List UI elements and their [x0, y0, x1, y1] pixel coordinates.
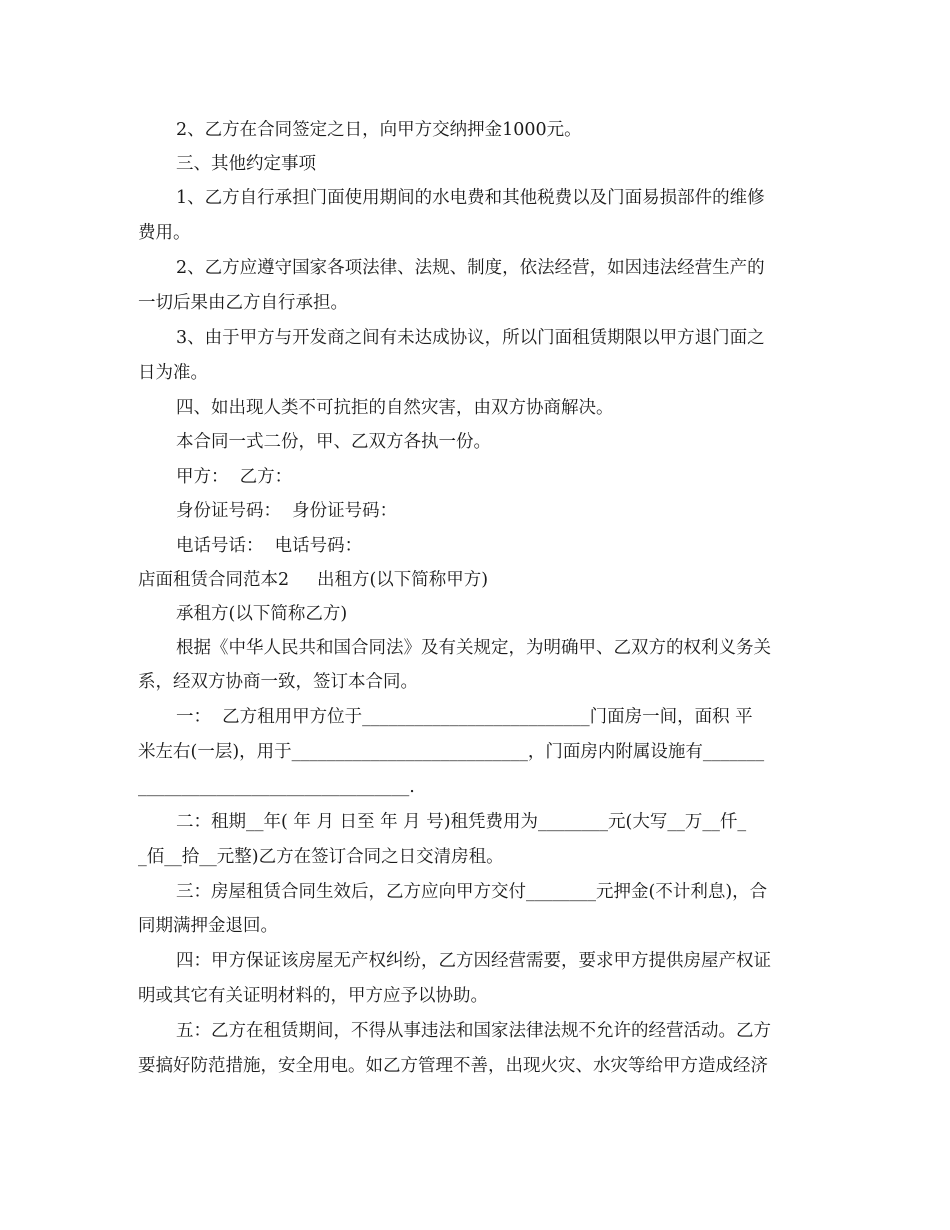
- text-line: 系，经双方协商一致，签订本合同。: [138, 672, 418, 692]
- clause-line: _______________________________.: [138, 777, 415, 797]
- contract-title-line: 店面租赁合同范本2 出租方(以下简称甲方): [138, 570, 489, 590]
- text-line: 2、乙方应遵守国家各项法律、法规、制度，依法经营，如因违法经营生产的: [176, 258, 765, 278]
- text-line: 根据《中华人民共和国合同法》及有关规定，为明确甲、乙双方的权利义务关: [176, 638, 771, 658]
- clause-line: 二：租期__年( 年 月 日至 年 月 号)租凭费用为________元(大写__万__仟_: [176, 812, 747, 832]
- clause-line: 四：甲方保证该房屋无产权纠纷，乙方因经营需要，要求甲方提供房屋产权证: [176, 951, 771, 971]
- signature-line: 甲方： 乙方：: [176, 467, 293, 487]
- clause-line: 同期满押金退回。: [138, 916, 278, 936]
- clause-line: 米左右(一层)，用于___________________________，门面房内附属设施有_______: [138, 742, 765, 762]
- text-line: 承租方(以下简称乙方): [176, 604, 348, 624]
- section-heading: 三、其他约定事项: [176, 154, 316, 174]
- text-line: 日为准。: [138, 363, 208, 383]
- text-line: 费用。: [138, 223, 191, 243]
- clause-line: 明或其它有关证明材料的，甲方应予以协助。: [138, 986, 488, 1006]
- text-line: 1、乙方自行承担门面使用期间的水电费和其他税费以及门面易损部件的维修: [176, 188, 765, 208]
- text-line: 2、乙方在合同签定之日，向甲方交纳押金1000元。: [176, 120, 582, 140]
- phone-number-line: 电话号话： 电话号码：: [176, 536, 363, 556]
- clause-line: 要搞好防范措施，安全用电。如乙方管理不善，出现火灾、水灾等给甲方造成经济: [138, 1056, 768, 1076]
- text-line: 本合同一式二份，甲、乙双方各执一份。: [176, 432, 491, 452]
- clause-line: 三：房屋租赁合同生效后，乙方应向甲方交付________元押金(不计利息)，合: [176, 882, 768, 902]
- clause-line: _佰__拾__元整)乙方在签订合同之日交清房租。: [138, 847, 504, 867]
- id-number-line: 身份证号码： 身份证号码：: [176, 501, 398, 521]
- text-line: 3、由于甲方与开发商之间有未达成协议，所以门面租赁期限以甲方退门面之: [176, 328, 765, 348]
- text-line: 一切后果由乙方自行承担。: [138, 293, 348, 313]
- clause-line: 一： 乙方租用甲方位于__________________________门面房一间，面积 平: [176, 707, 753, 727]
- clause-line: 五：乙方在租赁期间，不得从事违法和国家法律法规不允许的经营活动。乙方: [176, 1021, 771, 1041]
- text-line: 四、如出现人类不可抗拒的自然灾害，由双方协商解决。: [176, 398, 614, 418]
